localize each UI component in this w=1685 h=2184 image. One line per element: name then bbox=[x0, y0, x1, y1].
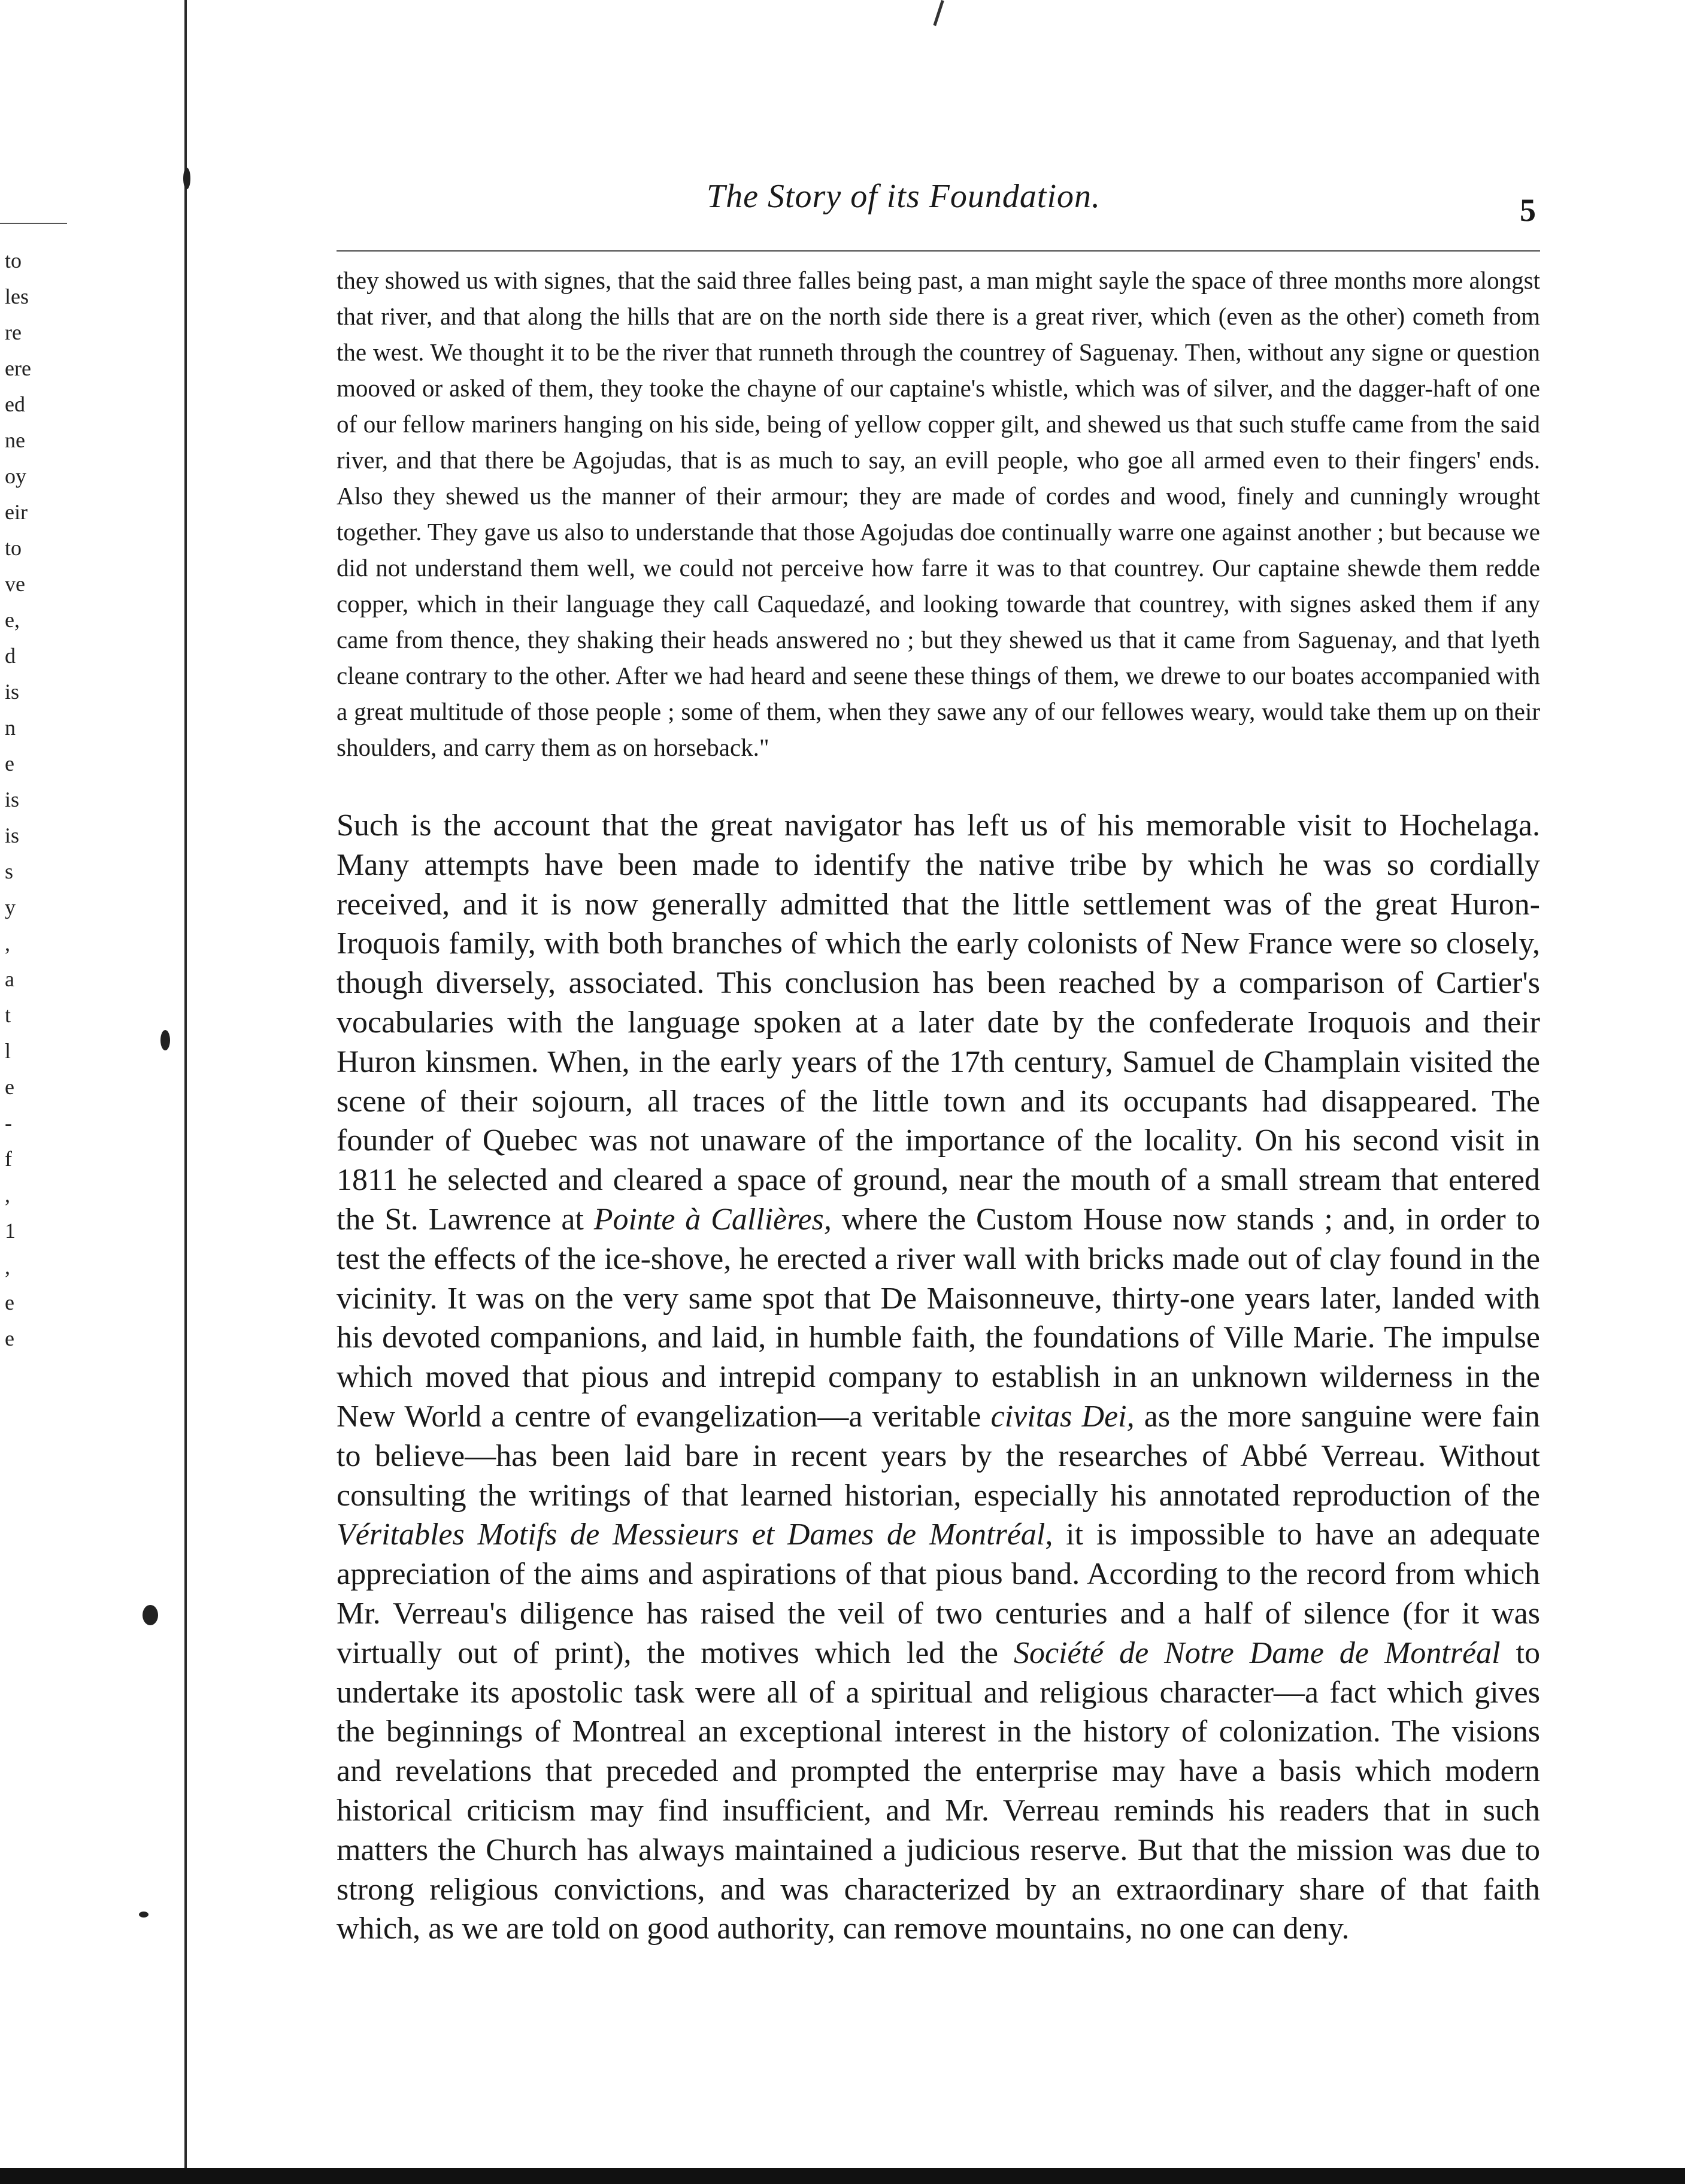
facing-page-fragment: l bbox=[5, 1039, 11, 1063]
facing-page-fragment: e bbox=[5, 1326, 14, 1350]
facing-page-fragment: is bbox=[5, 823, 20, 847]
italic-place-name: Pointe à Callières, bbox=[593, 1202, 832, 1237]
facing-page-text-fragments bbox=[5, 243, 60, 1356]
italic-society-name: Société de Notre Dame de Montréal bbox=[1013, 1635, 1501, 1670]
facing-page-fragment: les bbox=[5, 284, 29, 308]
facing-page-fragment: t bbox=[5, 1003, 11, 1027]
facing-page-fragment: , bbox=[5, 1255, 10, 1279]
facing-page-fragment: f bbox=[5, 1147, 12, 1171]
italic-book-title: Véritables Motifs de Messieurs et Dames de Montréal, bbox=[337, 1517, 1053, 1552]
facing-page-fragment: eir bbox=[5, 500, 28, 524]
header-rule bbox=[337, 250, 1540, 252]
facing-page-fragment: 1 bbox=[5, 1219, 16, 1243]
facing-page-fragment: oy bbox=[5, 464, 26, 488]
body-text-run: as the more sanguine were fain to believe—has been laid bare in recent years by the researches of Abbé Verreau. Without consulting the writings of that learned historian, especially his annotated reproduction of the bbox=[337, 1399, 1541, 1513]
facing-page-fragment: e bbox=[5, 1075, 14, 1099]
body-text-run: Such is the account that the great navigator has left us of his memorable visit to Hochelaga. Many attempts have been made to identify the native tribe by which he was so cordially received, and it is now generally admitted that the little settlement was of the great Huron-Iroquois family, with both branches of which the early colonists of New France were so closely, though diversely, associated. This conclusion has been reached by a comparison of Cartier's vocabularies with the language spoken at a later date by the confederate Iroquois and their Huron kinsmen. When, in the early years of the 17th century, Samuel de Champlain visited the scene of their sojourn, all traces of the little town and its occupants had disappeared. The founder of Quebec was not unaware of the importance of the locality. On his second visit in 1811 he selected and cleared a space of ground, near the mouth of a small stream that entered the St. Lawrence at bbox=[337, 808, 1540, 1237]
body-text-run: it is impossible to have an adequate appreciation of the aims and aspirations of that pious band. According to the record from which Mr. Verreau's diligence has raised the veil of two centuries and a half of silence (for it was virtually out of print), the motives which led the bbox=[337, 1517, 1541, 1670]
facing-page-fragment: d bbox=[5, 644, 16, 668]
facing-page-fragment: s bbox=[5, 859, 14, 883]
facing-page-fragment: ere bbox=[5, 356, 31, 380]
ink-speck bbox=[139, 1912, 149, 1918]
facing-page-fragment: e bbox=[5, 752, 14, 776]
facing-page-fragment: is bbox=[5, 680, 20, 704]
body-text-run: to undertake its apostolic task were all of a spiritual and religious character—a fact which gives the beginnings of Montreal an exceptional interest in the history of colonization. The visions and revelations that preceded and prompted the enterprise may have a basis which modern historical criticism may find insufficient, and Mr. Verreau reminds his readers that in such matters the Church has always maintained a judicious reserve. But that the mission was due to strong religious convictions, and was characterized by an extraordinary share of that faith which, as we are told on good authority, can remove mountains, no one can deny. bbox=[337, 1635, 1541, 1946]
facing-page-fragment: is bbox=[5, 787, 20, 811]
facing-page-fragment: ne bbox=[5, 428, 25, 452]
ink-speck bbox=[183, 168, 190, 189]
facing-page-fragment: , bbox=[5, 1183, 10, 1207]
page-number: 5 bbox=[1520, 192, 1536, 228]
ink-speck bbox=[143, 1605, 158, 1625]
facing-page-fragment: ve bbox=[5, 572, 25, 596]
body-paragraph bbox=[337, 806, 1540, 1949]
italic-latin-phrase: civitas Dei, bbox=[990, 1399, 1135, 1434]
pencil-mark bbox=[933, 0, 944, 26]
ink-speck bbox=[160, 1030, 170, 1050]
facing-page-fragment: to bbox=[5, 249, 22, 272]
scan-bottom-edge bbox=[0, 2168, 1685, 2184]
facing-page-fragment: e bbox=[5, 1291, 14, 1314]
body-text-run: where the Custom House now stands ; and, in order to test the effects of the ice-shove, he erected a river wall with bricks made out of clay found in the vicinity. It was on the very same spot that De Maisonneuve, thirty-one years later, landed with his devoted companions, and laid, in humble faith, the foundations of Ville Marie. The impulse which moved that pious and intrepid company to establish in an unknown wilderness in the New World a centre of evangelization—a veritable bbox=[337, 1202, 1541, 1434]
facing-page-fragment: to bbox=[5, 536, 22, 560]
facing-page-fragment: a bbox=[5, 967, 14, 991]
facing-page-rule bbox=[0, 223, 67, 224]
running-head: The Story of its Foundation. bbox=[707, 178, 1101, 215]
facing-page-fragment: e, bbox=[5, 608, 20, 632]
book-gutter bbox=[184, 0, 187, 2184]
facing-page-fragment: , bbox=[5, 931, 10, 955]
facing-page-fragment: re bbox=[5, 320, 22, 344]
facing-page-fragment: ed bbox=[5, 392, 25, 416]
facing-page-fragment: n bbox=[5, 716, 16, 740]
facing-page-fragment: - bbox=[5, 1111, 12, 1135]
quotation-block: they showed us with signes, that the said three falles being past, a man might sayle the space of three months more alongst that river, and that along the hills that are on the north side there is a great river, which (even as the other) cometh from the west. We thought it to be the river that runneth through the countrey of Saguenay. Then, without any signe or question mooved or asked of them, they tooke the chayne of our captaine's whistle, which was of silver, and the dagger-haft of one of our fellow mariners hanging on his side, being of yellow copper gilt, and shewed us that such stuffe came from the said river, and that there be Agojudas, that is as much to say, an evill people, who goe all armed even to their fingers' ends. Also they shewed us the manner of their armour; they are made of cordes and wood, finely and cunningly wrought together. They gave us also to understande that those Agojudas doe continually warre one against another ; but because we did not understand them well, we could not perceive how farre it was to that countrey. Our captaine shewde them redde copper, which in their language they call Caquedazé, and looking towarde that countrey, with signes asked them if any came from thence, they shaking their heads answered no ; but they shewed us that it came from Saguenay, and that lyeth cleane contrary to the other. After we had heard and seene these things of them, we drewe to our boates accompanied with a great multitude of those people ; some of them, when they sawe any of our fellowes weary, would take them up on their shoulders, and carry them as on horseback." bbox=[337, 266, 1540, 761]
facing-page-fragment: y bbox=[5, 895, 16, 919]
